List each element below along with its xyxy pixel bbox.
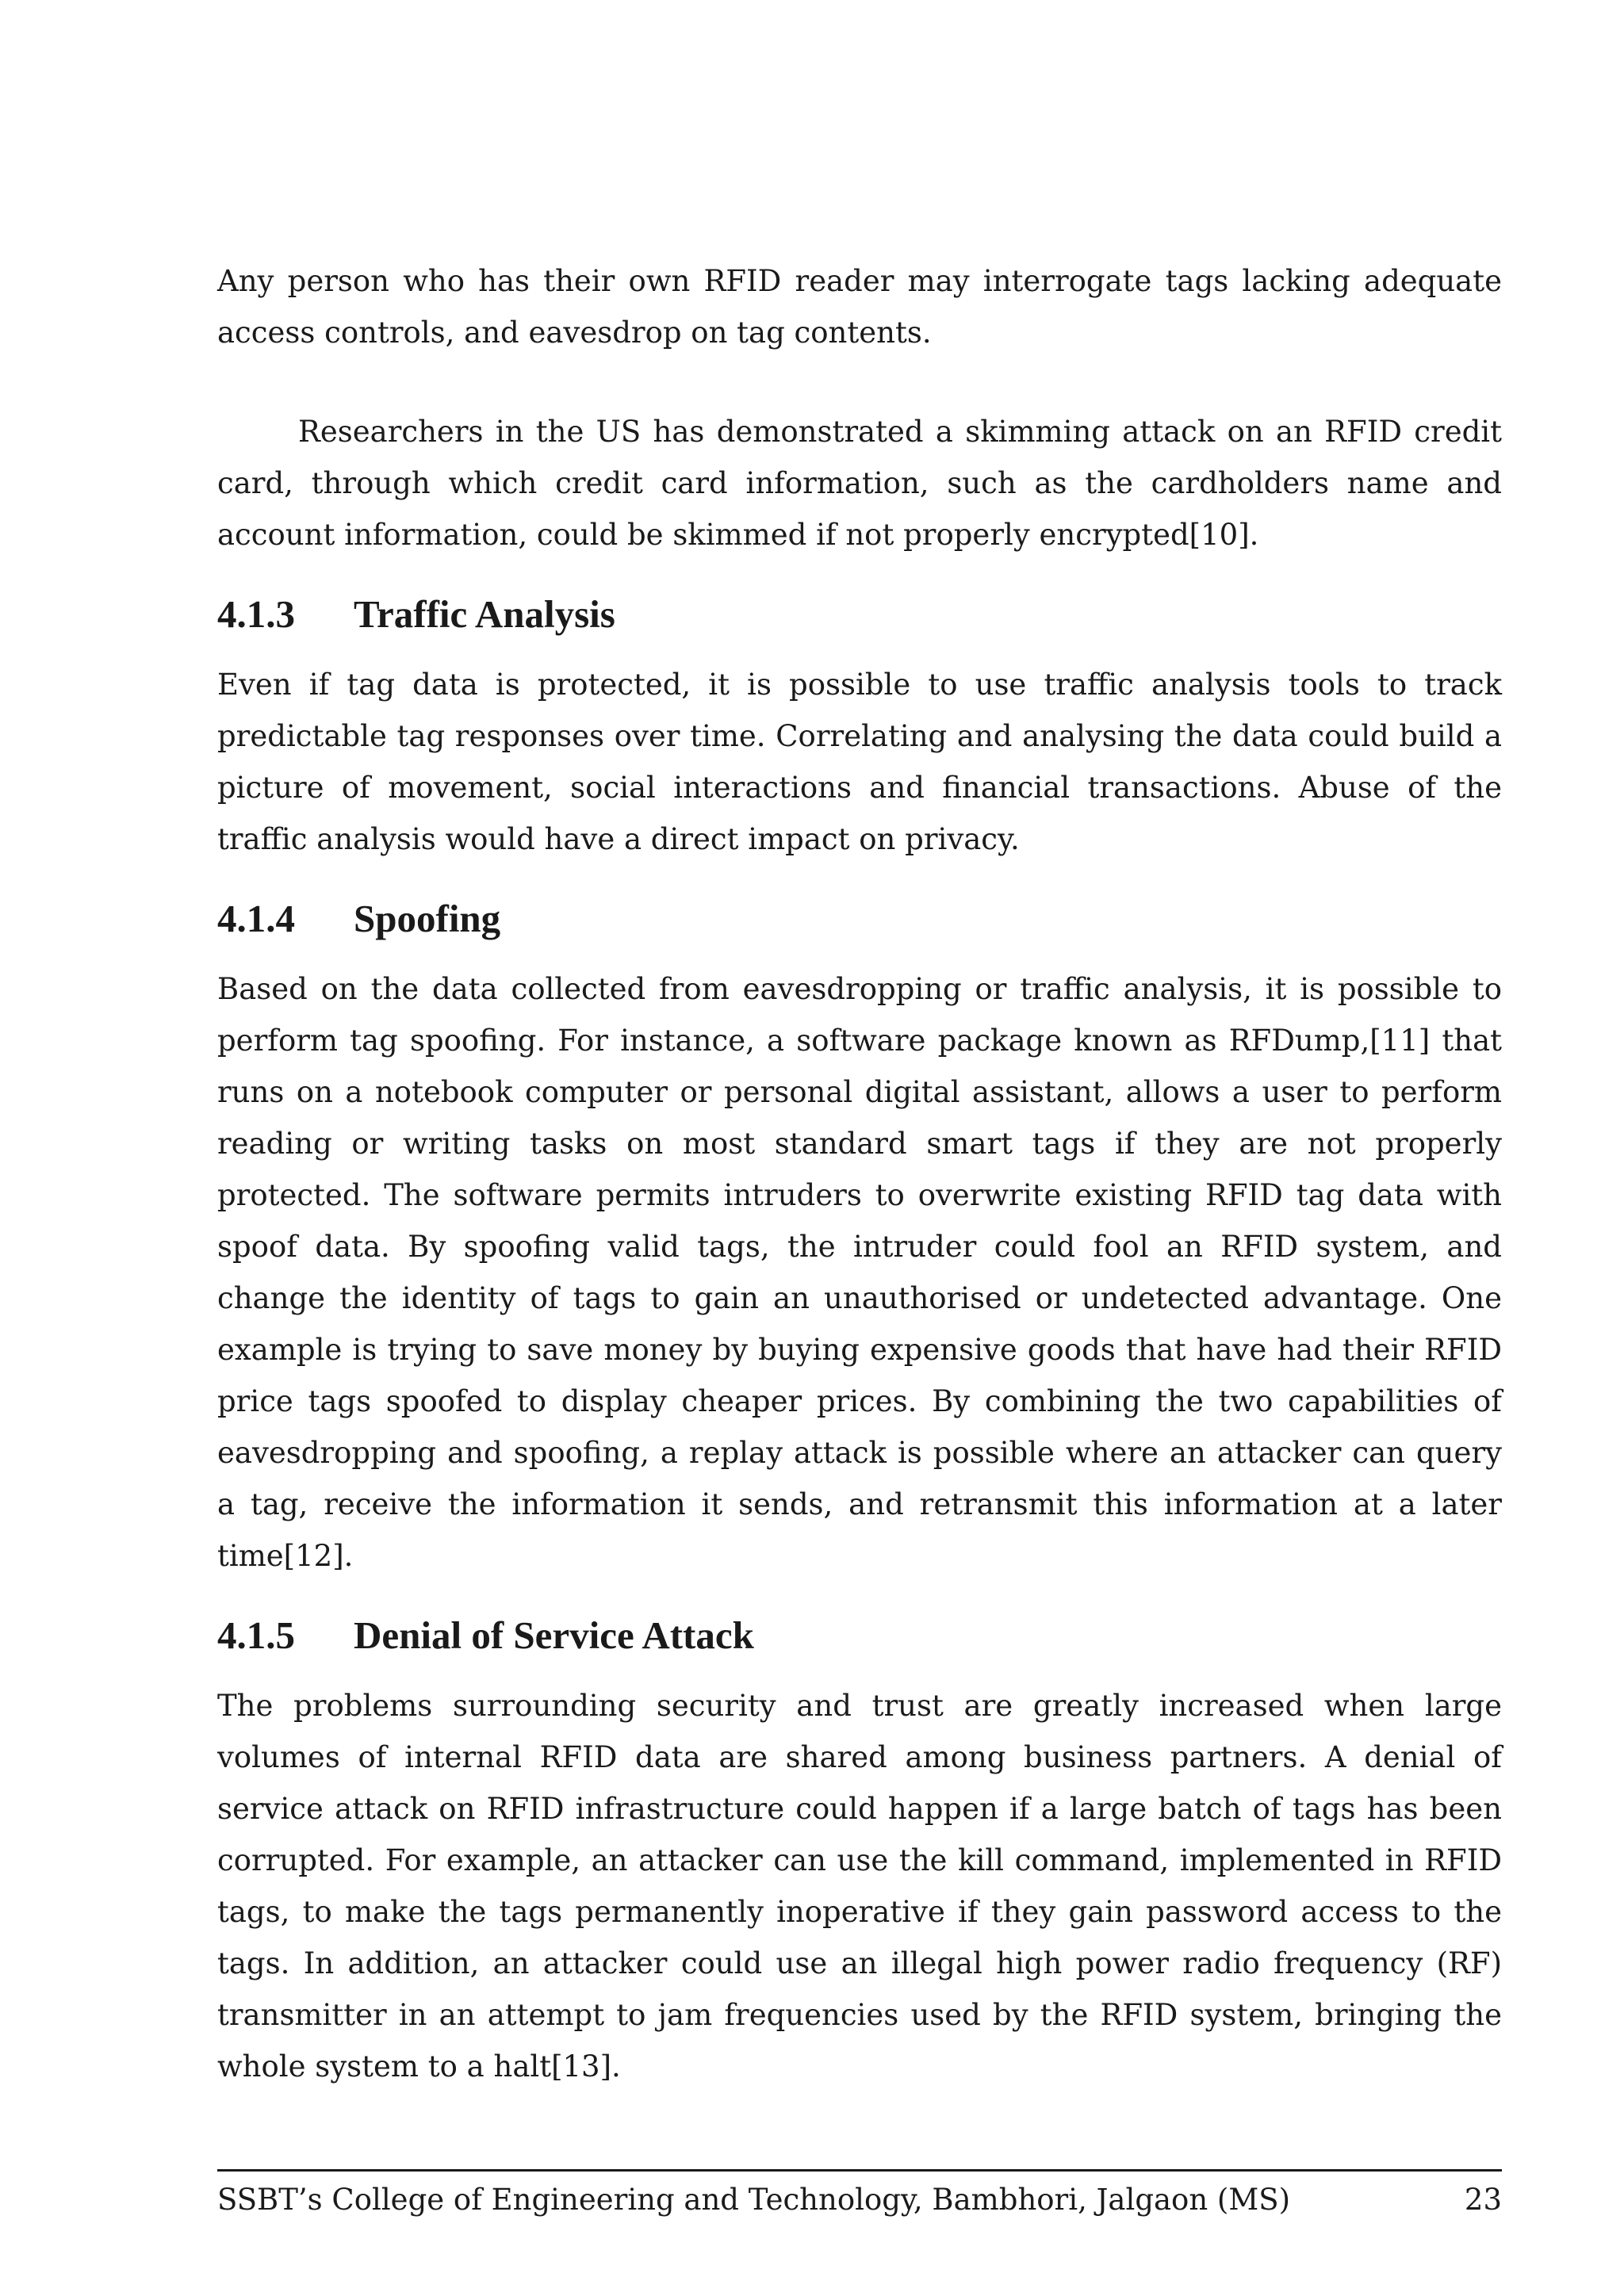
section-title: Traffic Analysis xyxy=(354,592,615,636)
section-spoofing xyxy=(217,895,1502,1582)
paragraph-skimming: Researchers in the US has demonstrated a skimming attack on an RFID credit card, through which credit card information, such as the cardholders name and account information, could be skimmed if not properly encrypted[10]. xyxy=(217,415,1502,552)
section-heading xyxy=(217,895,1502,943)
section-number: 4.1.5 xyxy=(217,1613,295,1657)
page-body xyxy=(217,255,1502,2092)
section-number: 4.1.4 xyxy=(217,897,295,940)
section-heading xyxy=(217,1612,1502,1659)
page-footer xyxy=(217,2180,1502,2220)
section-title: Denial of Service Attack xyxy=(354,1613,754,1657)
paragraph-intro: Any person who has their own RFID reader may interrogate tags lacking adequate access controls, and eavesdrop on tag contents. xyxy=(217,264,1502,350)
paragraph-denial-of-service: The problems surrounding security and trust are greatly increased when large volumes of internal RFID data are shared among business partners. A denial of service attack on RFID infrastructure could happen if a large batch of tags has been corrupted. For example, an attacker can use the kill command, implemented in RFID tags, to make the tags permanently inoperative if they gain password access to the tags. In addition, an attacker could use an illegal high power radio frequency (RF) transmitter in an attempt to jam frequencies used by the RFID system, bringing the whole system to a halt[13]. xyxy=(217,1689,1502,2084)
section-denial-of-service xyxy=(217,1612,1502,2092)
paragraph-spoofing: Based on the data collected from eavesdropping or traffic analysis, it is possible to perform tag spoofing. For instance, a software package known as RFDump,[11] that runs on a notebook computer or personal digital assistant, allows a user to perform reading or writing tasks on most standard smart tags if they are not properly protected. The software permits intruders to overwrite existing RFID tag data with spoof data. By spoofing valid tags, the intruder could fool an RFID system, and change the identity of tags to gain an unauthorised or undetected advantage. One example is trying to save money by buying expensive goods that have had their RFID price tags spoofed to display cheaper prices. By combining the two capabilities of eavesdropping and spoofing, a replay attack is possible where an attacker can query a tag, receive the information it sends, and retransmit this information at a later time[12]. xyxy=(217,972,1502,1573)
section-title: Spoofing xyxy=(354,897,501,940)
section-heading xyxy=(217,591,1502,638)
page-number: 23 xyxy=(1464,2183,1502,2217)
section-traffic-analysis xyxy=(217,591,1502,865)
section-number: 4.1.3 xyxy=(217,592,295,636)
footer-divider xyxy=(217,2169,1502,2172)
paragraph-traffic-analysis: Even if tag data is protected, it is possible to use traffic analysis tools to track predictable tag responses over time. Correlating and analysing the data could build a picture of movement, social interactions and financial transactions. Abuse of the traffic analysis would have a direct impact on privacy. xyxy=(217,668,1502,856)
footer-institution: SSBT’s College of Engineering and Technology, Bambhori, Jalgaon (MS) xyxy=(217,2183,1291,2217)
